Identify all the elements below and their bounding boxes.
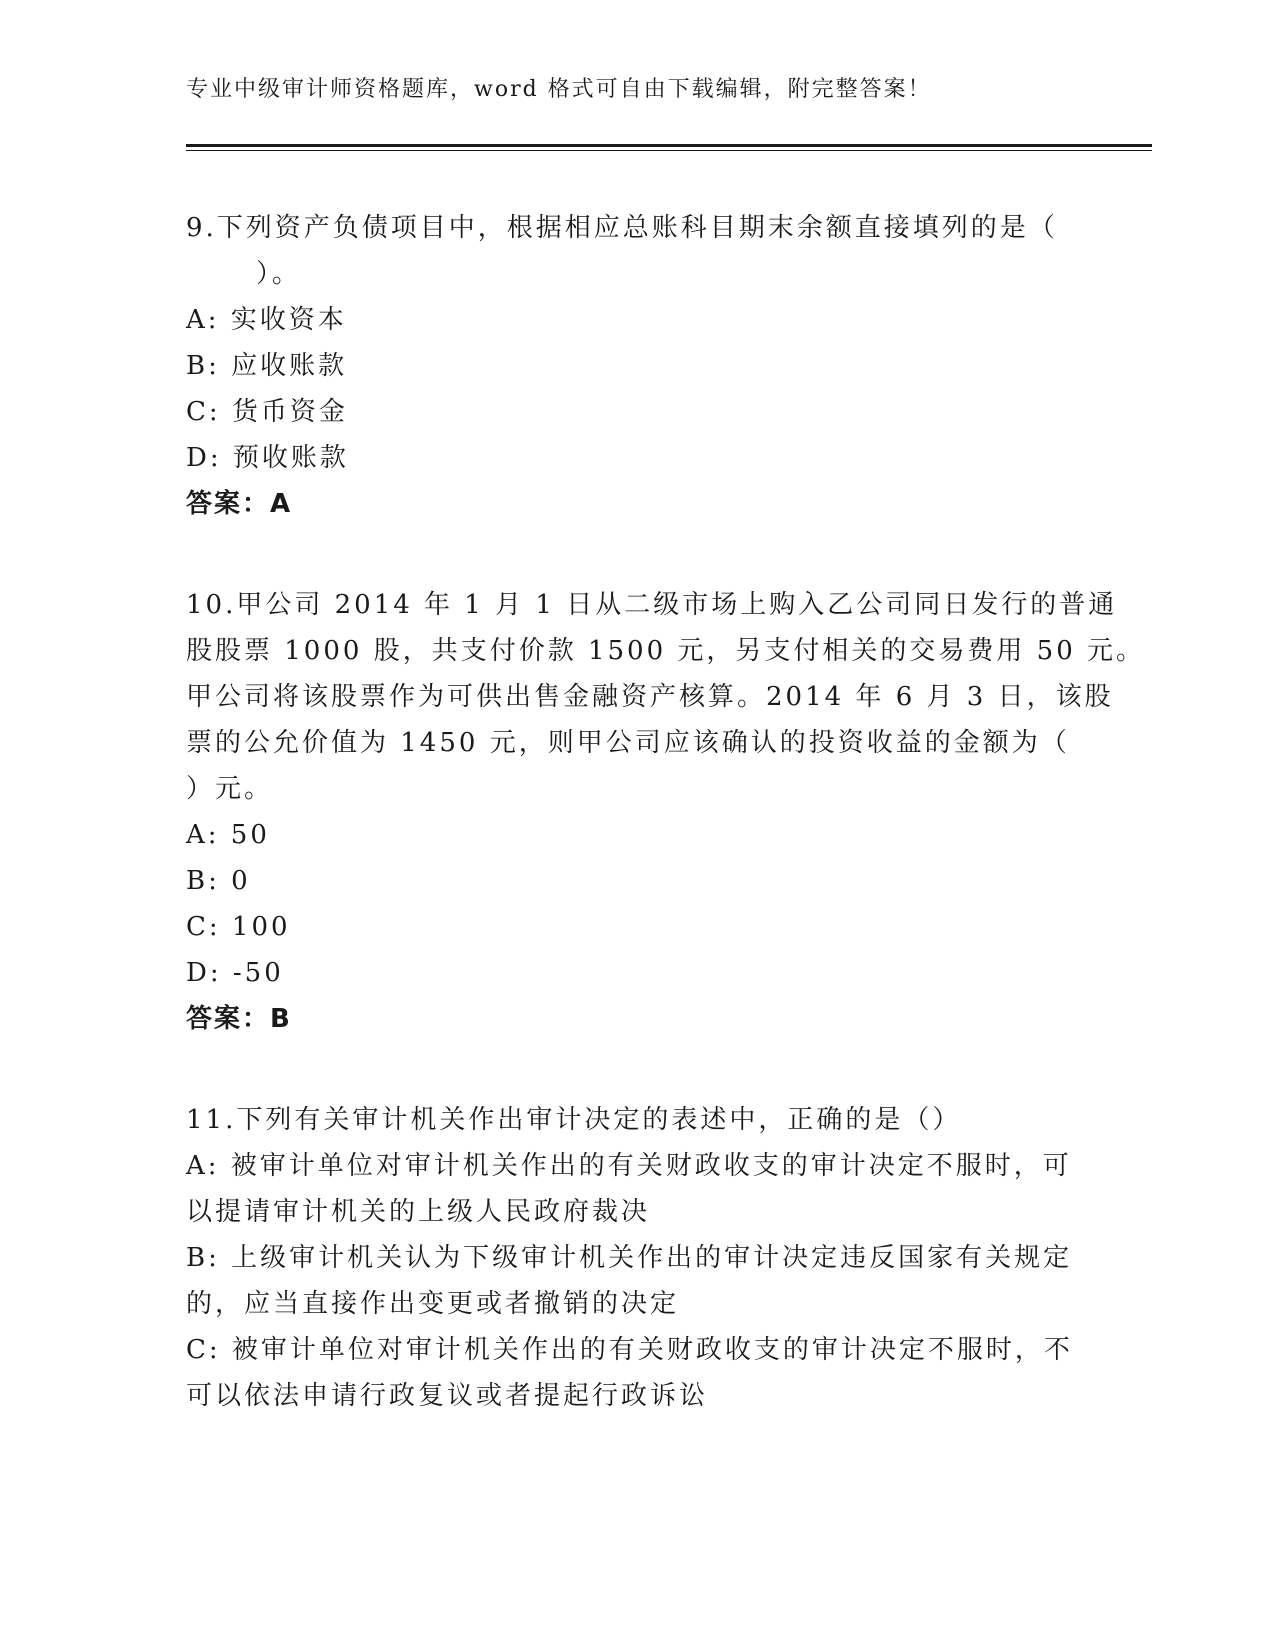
option-c: C: 货币资金 — [186, 397, 348, 427]
option-d: D: 预收账款 — [186, 443, 349, 473]
question-10 — [186, 582, 1146, 1042]
option-b: B: 0 — [186, 866, 251, 896]
question-stem-line: 票的公允价值为 1450 元，则甲公司应该确认的投资收益的金额为（ — [186, 728, 1070, 758]
question-9 — [186, 205, 1066, 527]
header-divider — [186, 144, 1152, 147]
option-c-continued: 可以依法申请行政复议或者提起行政诉讼 — [186, 1381, 709, 1411]
option-b-continued: 的，应当直接作出变更或者撤销的决定 — [186, 1289, 680, 1319]
option-a: A: 被审计单位对审计机关作出的有关财政收支的审计决定不服时，可 — [186, 1151, 1072, 1181]
option-a: A: 50 — [186, 820, 270, 850]
question-list — [186, 205, 1146, 1419]
option-c: C: 被审计单位对审计机关作出的有关财政收支的审计决定不服时，不 — [186, 1335, 1073, 1365]
option-a: A: 实收资本 — [186, 305, 347, 335]
question-spacer — [186, 527, 1066, 582]
answer-label: 答案：B — [186, 1004, 292, 1034]
question-11 — [186, 1097, 1073, 1419]
question-spacer — [186, 1042, 1066, 1097]
question-stem-line: 10.甲公司 2014 年 1 月 1 日从二级市场上购入乙公司同日发行的普通 — [186, 590, 1118, 620]
question-stem-line: 11.下列有关审计机关作出审计决定的表述中，正确的是（） — [186, 1105, 962, 1135]
question-stem-line: ）元。 — [186, 774, 274, 804]
question-stem-line: 9.下列资产负债项目中，根据相应总账科目期末余额直接填列的是（ — [186, 213, 1058, 243]
option-c: C: 100 — [186, 912, 291, 942]
answer-label: 答案：A — [186, 489, 293, 519]
question-stem-line: 股股票 1000 股，共支付价款 1500 元，另支付相关的交易费用 50 元。 — [186, 636, 1146, 666]
header-divider-thin — [186, 150, 1152, 151]
question-stem-line: ）。 — [256, 259, 302, 289]
option-b: B: 应收账款 — [186, 351, 348, 381]
page-header-text: 专业中级审计师资格题库，word 格式可自由下载编辑，附完整答案！ — [186, 77, 932, 102]
question-stem-line: 甲公司将该股票作为可供出售金融资产核算。2014 年 6 月 3 日，该股 — [186, 682, 1114, 712]
option-b: B: 上级审计机关认为下级审计机关作出的审计决定违反国家有关规定 — [186, 1243, 1073, 1273]
option-d: D: -50 — [186, 958, 284, 988]
option-a-continued: 以提请审计机关的上级人民政府裁决 — [186, 1197, 651, 1227]
